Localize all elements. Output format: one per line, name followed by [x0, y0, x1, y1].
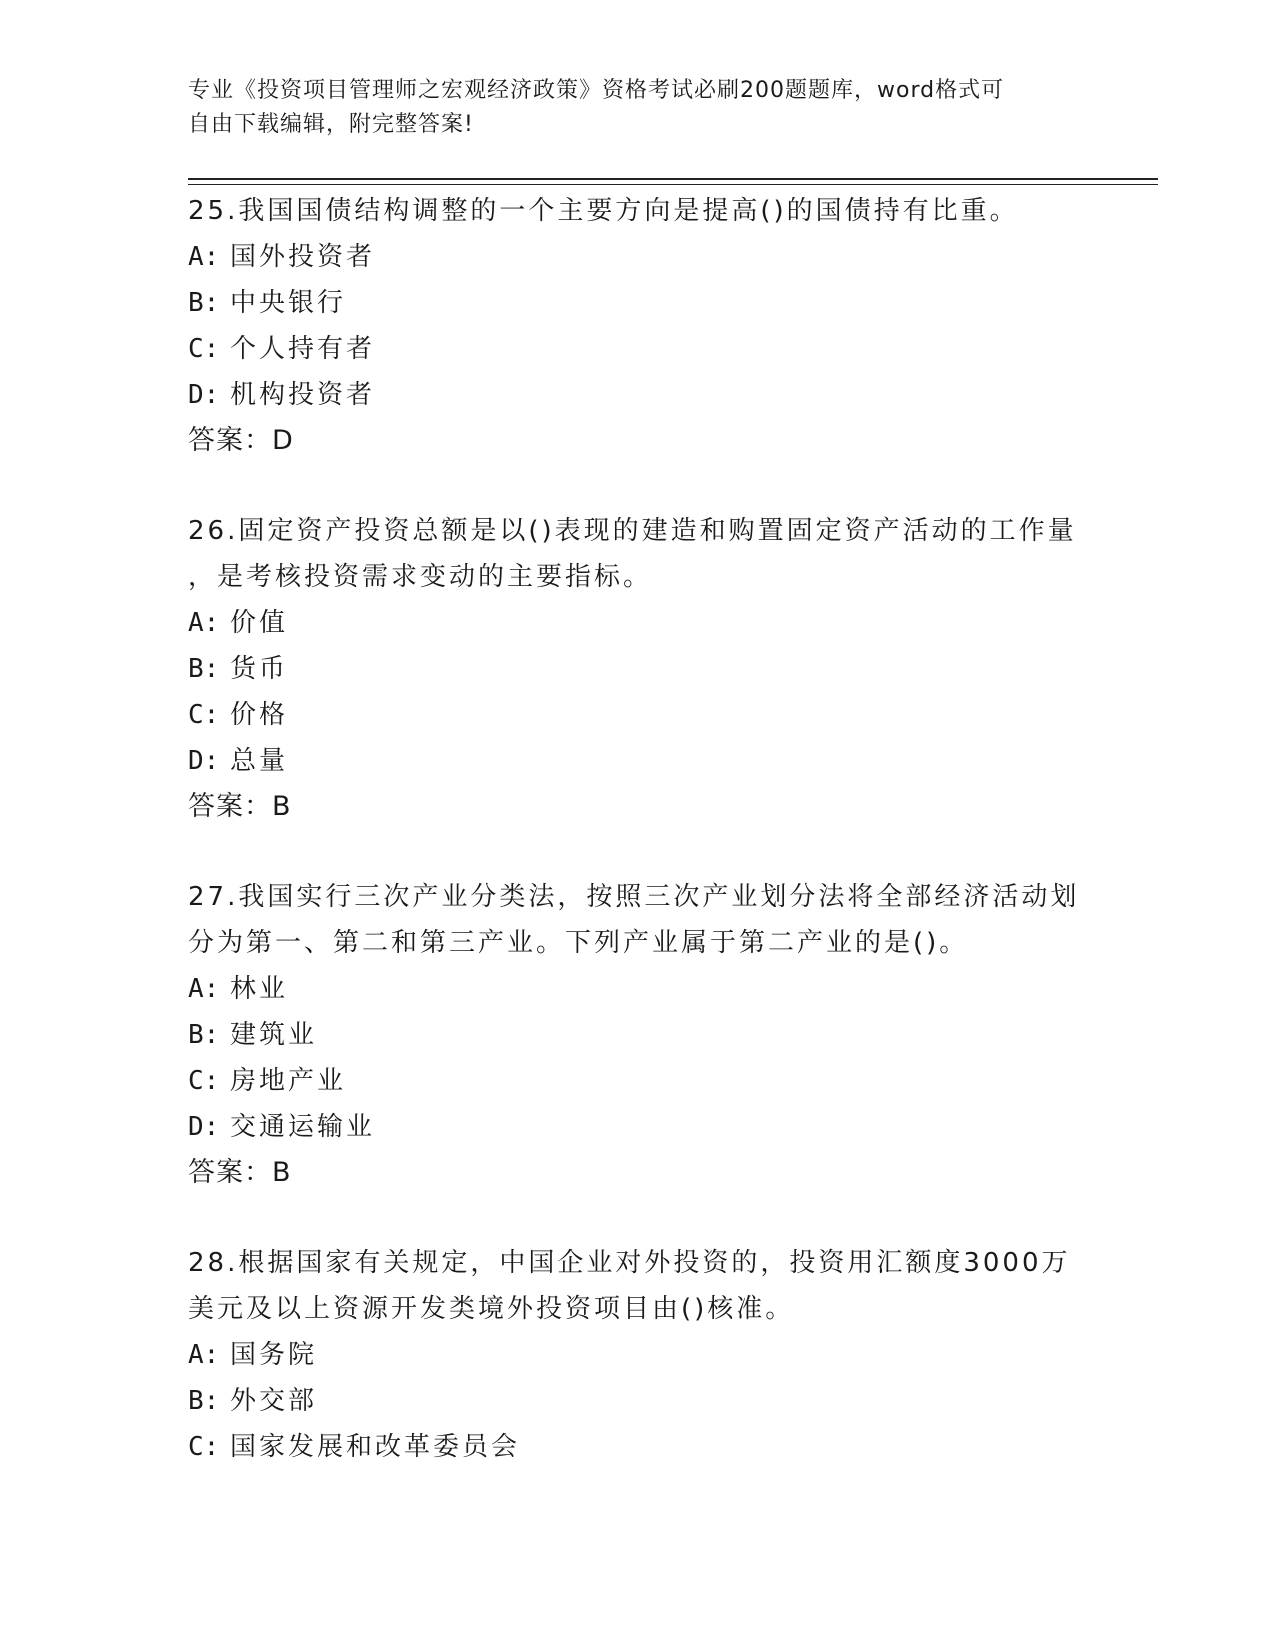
- question-28: [188, 1240, 1088, 1470]
- option-b: [188, 646, 1088, 692]
- answer: 答案：B: [188, 1157, 292, 1188]
- option-c: [188, 1424, 1088, 1470]
- option-text: 外交部: [230, 1386, 318, 1416]
- option-a: [188, 1332, 1088, 1378]
- option-letter: C:: [188, 1066, 220, 1096]
- option-text: 房地产业: [230, 1066, 347, 1096]
- option-letter: C:: [188, 334, 220, 364]
- option-c: [188, 1058, 1088, 1104]
- option-letter: A:: [188, 242, 220, 272]
- option-letter: A:: [188, 608, 220, 638]
- option-letter: C:: [188, 1432, 220, 1462]
- option-text: 个人持有者: [230, 334, 376, 364]
- option-text: 价格: [230, 700, 289, 730]
- option-d: [188, 1104, 1088, 1150]
- question-text-cont: 美元及以上资源开发类境外投资项目由()核准。: [188, 1294, 795, 1324]
- option-d: [188, 738, 1088, 784]
- option-letter: D:: [188, 380, 220, 410]
- option-text: 总量: [230, 746, 289, 776]
- option-b: [188, 280, 1088, 326]
- option-text: 林业: [230, 974, 289, 1004]
- option-a: [188, 234, 1088, 280]
- option-c: [188, 692, 1088, 738]
- option-c: [188, 326, 1088, 372]
- document-header: [188, 74, 1068, 142]
- option-text: 中央银行: [230, 288, 347, 318]
- question-text: 26.固定资产投资总额是以()表现的建造和购置固定资产活动的工作量: [188, 516, 1077, 546]
- header-line-1: 专业《投资项目管理师之宏观经济政策》资格考试必刷200题题库，word格式可: [188, 78, 1005, 103]
- option-text: 货币: [230, 654, 289, 684]
- option-letter: D:: [188, 746, 220, 776]
- option-text: 机构投资者: [230, 380, 376, 410]
- question-list: [188, 188, 1088, 1470]
- option-letter: B:: [188, 654, 220, 684]
- option-letter: B:: [188, 288, 220, 318]
- question-25: [188, 188, 1088, 464]
- option-letter: A:: [188, 974, 220, 1004]
- option-text: 国务院: [230, 1340, 318, 1370]
- option-text: 国家发展和改革委员会: [230, 1432, 521, 1462]
- question-text: 28.根据国家有关规定，中国企业对外投资的，投资用汇额度3000万: [188, 1248, 1071, 1278]
- option-d: [188, 372, 1088, 418]
- question-26: [188, 508, 1088, 830]
- header-rule-thick: [188, 178, 1158, 180]
- option-b: [188, 1378, 1088, 1424]
- option-text: 建筑业: [230, 1020, 318, 1050]
- question-text: 27.我国实行三次产业分类法，按照三次产业划分法将全部经济活动划: [188, 882, 1080, 912]
- option-letter: A:: [188, 1340, 220, 1370]
- header-line-2: 自由下载编辑，附完整答案!: [188, 112, 474, 137]
- option-b: [188, 1012, 1088, 1058]
- answer: 答案：D: [188, 425, 294, 456]
- answer: 答案：B: [188, 791, 292, 822]
- option-a: [188, 600, 1088, 646]
- header-rule-thin: [188, 184, 1158, 185]
- option-letter: B:: [188, 1386, 220, 1416]
- option-text: 价值: [230, 608, 289, 638]
- question-text-cont: 分为第一、第二和第三产业。下列产业属于第二产业的是()。: [188, 928, 969, 958]
- option-letter: B:: [188, 1020, 220, 1050]
- option-letter: C:: [188, 700, 220, 730]
- question-27: [188, 874, 1088, 1196]
- option-letter: D:: [188, 1112, 220, 1142]
- question-text-cont: ，是考核投资需求变动的主要指标。: [188, 562, 653, 592]
- question-text: 25.我国国债结构调整的一个主要方向是提高()的国债持有比重。: [188, 196, 1019, 226]
- option-text: 交通运输业: [230, 1112, 376, 1142]
- option-text: 国外投资者: [230, 242, 376, 272]
- option-a: [188, 966, 1088, 1012]
